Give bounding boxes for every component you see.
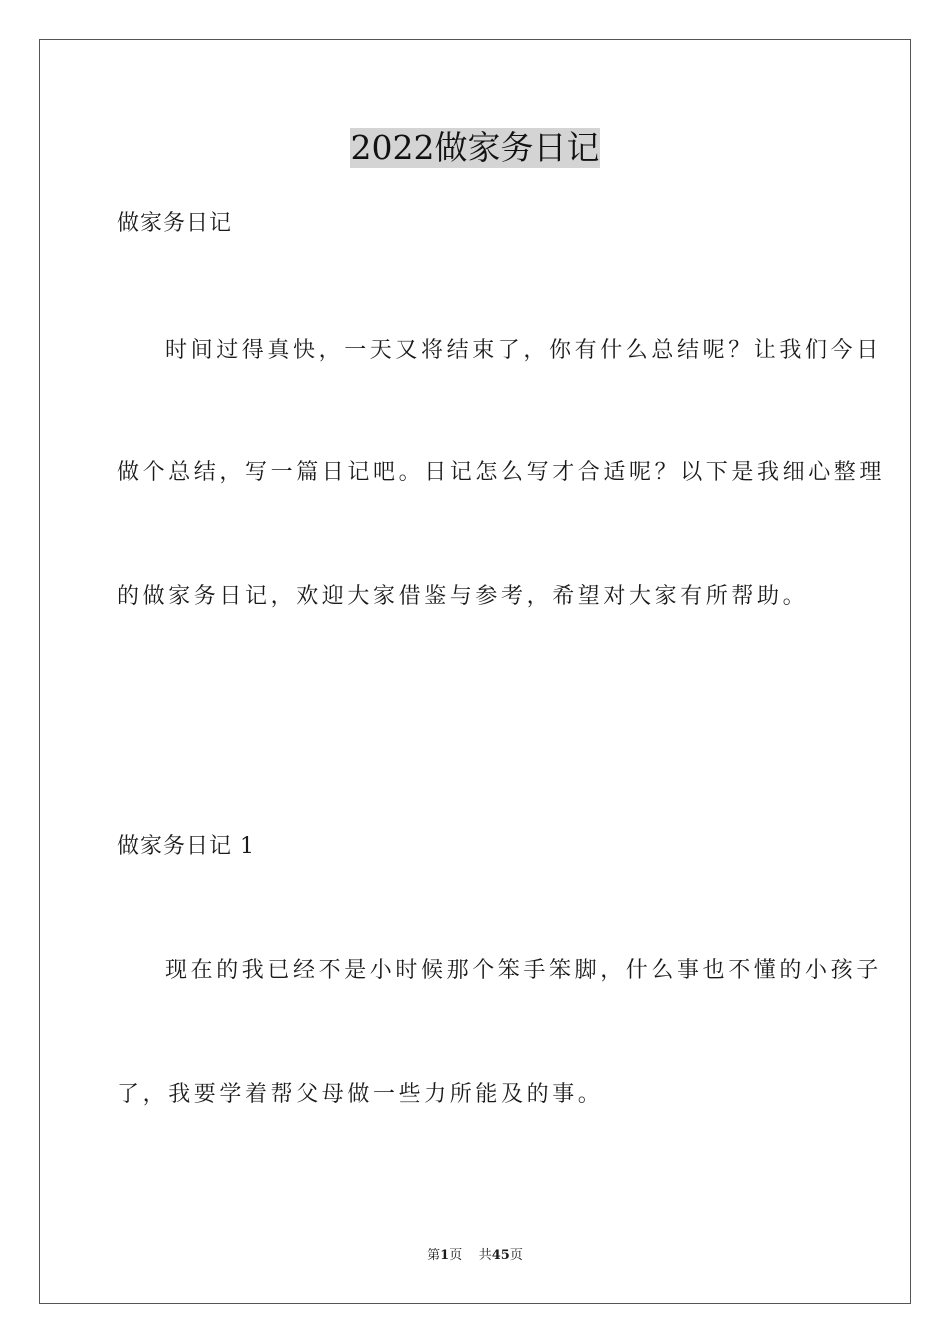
section-1-paragraph-line-2: 做个总结，写一篇日记吧。日记怎么写才合适呢？以下是我细心整理 xyxy=(117,460,886,485)
section-1-paragraph-line-3: 的做家务日记，欢迎大家借鉴与参考，希望对大家有所帮助。 xyxy=(117,584,809,609)
document-title: 2022做家务日记 xyxy=(350,128,600,167)
section-1-paragraph-line-1: 时间过得真快，一天又将结束了，你有什么总结呢？让我们今日 xyxy=(165,338,882,363)
document-title-container xyxy=(0,128,950,168)
footer-total-pages: 45 xyxy=(491,1248,510,1263)
section-2-heading: 做家务日记 1 xyxy=(117,834,255,859)
footer-current-page: 1 xyxy=(440,1248,450,1263)
page-footer xyxy=(0,1247,950,1265)
footer-total-prefix: 共 xyxy=(478,1248,492,1263)
section-2-paragraph-line-1: 现在的我已经不是小时候那个笨手笨脚，什么事也不懂的小孩子 xyxy=(165,958,882,983)
section-2-paragraph-line-2: 了，我要学着帮父母做一些力所能及的事。 xyxy=(117,1082,604,1107)
section-1-heading: 做家务日记 xyxy=(117,211,233,236)
footer-total-suffix: 页 xyxy=(509,1248,523,1263)
footer-page-prefix: 第 xyxy=(427,1248,441,1263)
footer-page-suffix: 页 xyxy=(449,1248,463,1263)
